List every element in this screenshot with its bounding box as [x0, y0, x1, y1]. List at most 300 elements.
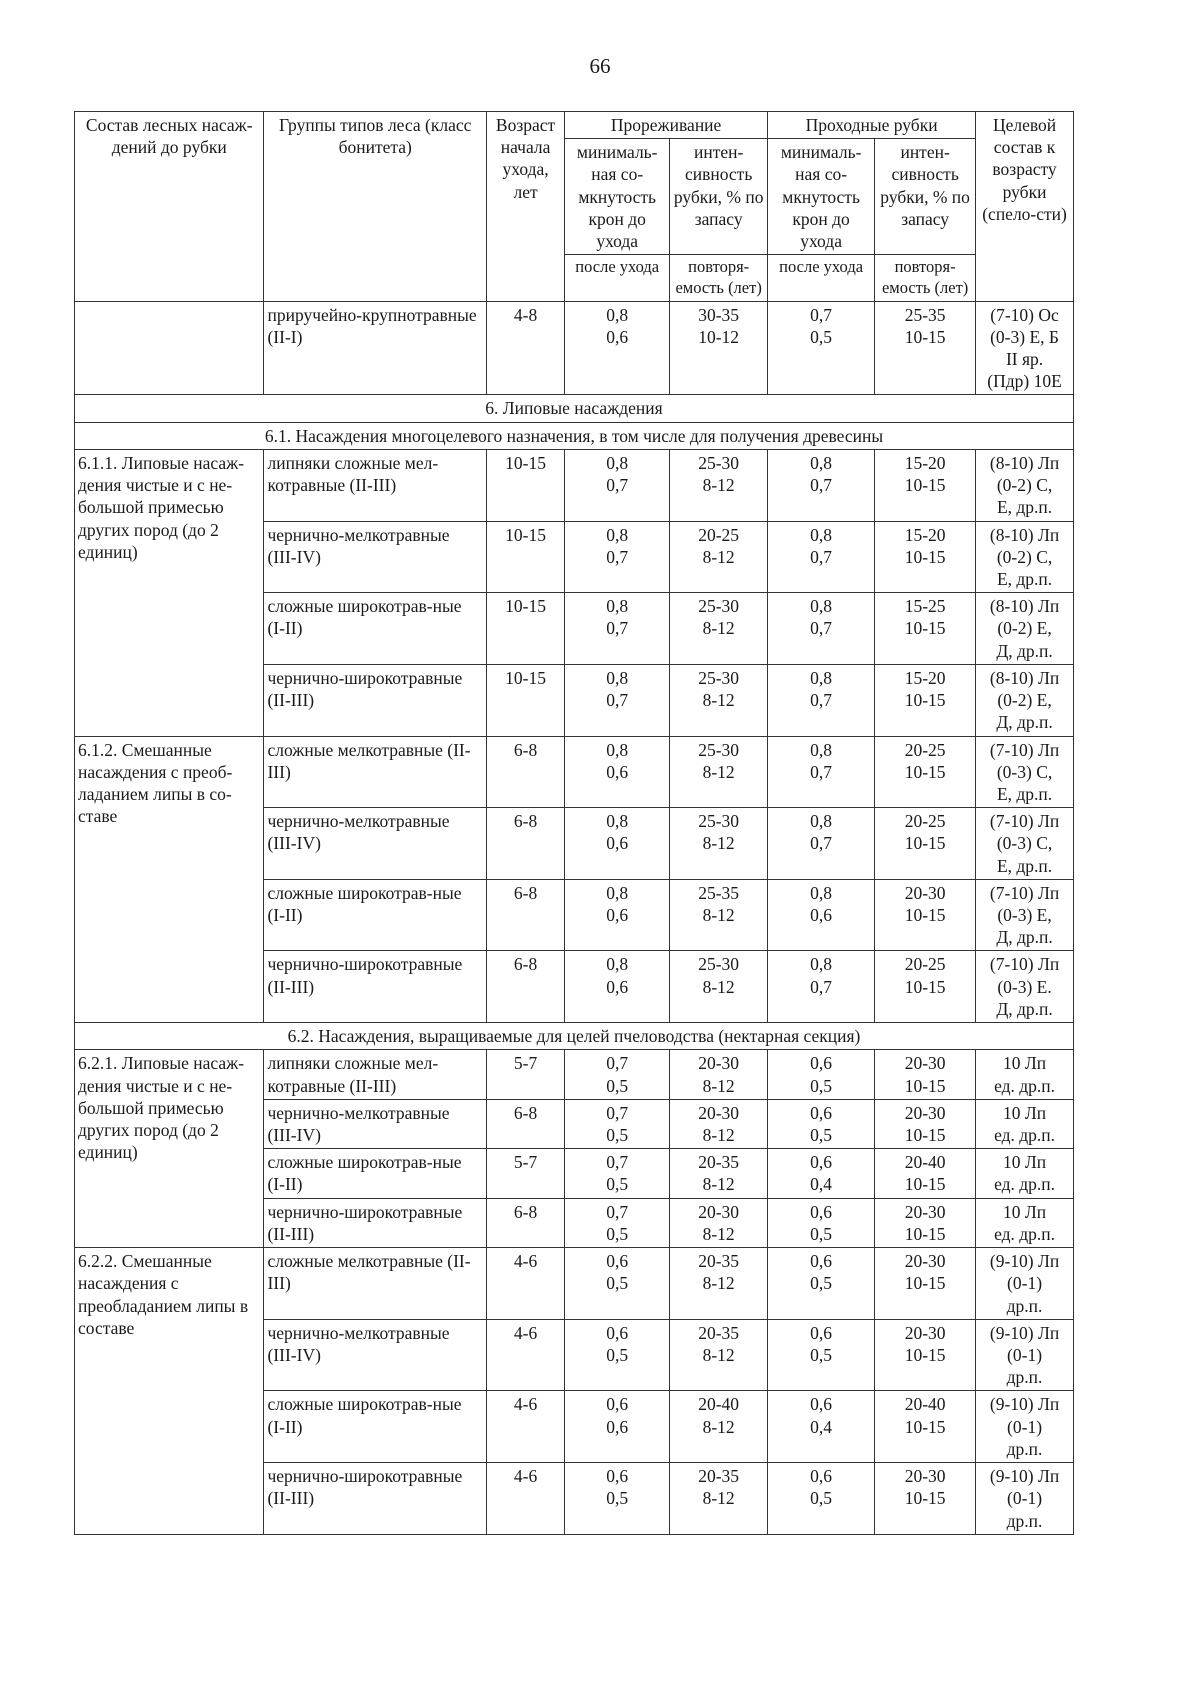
cell-line: 20-25: [904, 954, 946, 975]
cell-line: (7-10) Лп: [989, 954, 1060, 975]
cell-line: 0,8: [606, 739, 629, 760]
cell-line: 0,5: [606, 1174, 629, 1195]
thin-intensity-cell: [670, 449, 768, 521]
table-row: [75, 301, 1074, 395]
cell-line: (0-3) С,: [996, 761, 1053, 782]
header-thin-min-density: минималь-ная со-мкнутость крон до ухода: [565, 139, 670, 255]
pass-density-cell: [768, 1248, 875, 1320]
cell-line: 20-25: [904, 811, 946, 832]
cell-line: др.п.: [1006, 1510, 1043, 1531]
cell-line: др.п.: [1006, 1367, 1043, 1388]
cell-line: 10-15: [904, 1416, 946, 1437]
cell-line: 15-20: [904, 452, 946, 473]
cell-line: 0,8: [606, 667, 629, 688]
cell-line: 0,4: [810, 1416, 833, 1437]
forest-group-cell: приручейно-крупнотравные (II-I): [264, 301, 486, 395]
cell-line: 0,7: [810, 475, 833, 496]
age-cell: 4-8: [486, 301, 564, 395]
cell-line: 8-12: [702, 1075, 735, 1096]
forest-group-cell: чернично-широкотравные (II-III): [264, 1198, 486, 1247]
cell-line: (0-1): [1007, 1488, 1043, 1509]
header-forest-groups: Группы типов леса (класс бонитета): [264, 112, 486, 302]
cell-line: 0,8: [606, 954, 629, 975]
thin-density-cell: [565, 593, 670, 665]
pass-intensity-cell: [875, 1248, 976, 1320]
cell-line: 20-30: [904, 1102, 946, 1123]
target-cell: [976, 951, 1074, 1023]
cell-line: 20-35: [698, 1466, 740, 1487]
cell-line: 0,8: [810, 739, 833, 760]
cell-line: 10-15: [904, 761, 946, 782]
cell-line: 0,7: [606, 475, 629, 496]
cell-line: 10-15: [904, 1344, 946, 1365]
pass-intensity-cell: [875, 879, 976, 951]
pass-intensity-cell: [875, 1463, 976, 1535]
target-cell: [976, 593, 1074, 665]
cell-line: 20-40: [904, 1152, 946, 1173]
cell-line: 0,6: [606, 1466, 629, 1487]
age-cell: 6-8: [486, 1099, 564, 1148]
header-pass-repeat: повторя-емость (лет): [875, 255, 976, 301]
thin-density-cell: [565, 521, 670, 593]
cell-line: 0,5: [810, 1344, 833, 1365]
cell-line: Е, др.п.: [996, 783, 1053, 804]
age-cell: 6-8: [486, 808, 564, 880]
composition-cell: 6.1.2. Смешанные насаждения с преоб-ладанием липы в со-ставе: [75, 736, 264, 1023]
pass-density-cell: [768, 736, 875, 808]
thin-intensity-cell: [670, 1319, 768, 1391]
cell-line: 10-15: [904, 1488, 946, 1509]
thin-intensity-cell: [670, 1391, 768, 1463]
cell-line: 10-15: [904, 1125, 946, 1145]
cell-line: 10-15: [904, 833, 946, 854]
cell-line: 0,6: [810, 1466, 833, 1487]
cell-line: Е, др.п.: [996, 855, 1053, 876]
cell-line: 0,5: [810, 1075, 833, 1096]
target-cell: [976, 664, 1074, 736]
cell-line: 0,8: [810, 954, 833, 975]
pass-density-cell: [768, 808, 875, 880]
thin-density-cell: [565, 879, 670, 951]
cell-line: 0,5: [606, 1125, 629, 1145]
cell-line: 25-35: [698, 882, 740, 903]
cell-line: 0,6: [606, 1322, 629, 1343]
cell-line: Д, др.п.: [996, 927, 1053, 948]
cell-line: Е, др.п.: [996, 568, 1053, 589]
pass-intensity-cell: [875, 1149, 976, 1198]
cell-line: 0,7: [606, 1201, 629, 1222]
cell-line: 8-12: [702, 905, 735, 926]
target-cell: [976, 1198, 1074, 1247]
pass-intensity-cell: [875, 1319, 976, 1391]
cell-line: 0,7: [810, 618, 833, 639]
forest-group-cell: сложные мелкотравные (II-III): [264, 736, 486, 808]
cell-line: 0,5: [606, 1223, 629, 1244]
forest-group-cell: сложные мелкотравные (II-III): [264, 1248, 486, 1320]
cell-line: 10-15: [904, 905, 946, 926]
cell-line: ед. др.п.: [994, 1174, 1056, 1195]
cell-line: 0,7: [606, 1053, 629, 1074]
cell-line: 0,8: [606, 882, 629, 903]
cell-line: 20-25: [904, 739, 946, 760]
target-cell: [976, 1319, 1074, 1391]
thin-intensity-cell: [670, 951, 768, 1023]
pass-intensity-cell: [875, 1099, 976, 1148]
age-cell: 5-7: [486, 1050, 564, 1099]
header-thin-intensity: интен-сивность рубки, % по запасу: [670, 139, 768, 255]
target-cell: [976, 1463, 1074, 1535]
forest-group-cell: липняки сложные мел-котравные (II-III): [264, 449, 486, 521]
thin-density-cell: [565, 1099, 670, 1148]
cell-line: 0,6: [606, 905, 629, 926]
age-cell: 4-6: [486, 1391, 564, 1463]
pass-intensity-cell: [875, 1050, 976, 1099]
cell-line: 8-12: [702, 1344, 735, 1365]
cell-line: 20-30: [904, 1322, 946, 1343]
cell-line: (7-10) Лп: [989, 882, 1060, 903]
target-cell: (7-10) Ос (0-3) Е, Б II яр. (Пдр) 10Е: [976, 301, 1074, 395]
pass-density-cell: [768, 879, 875, 951]
thin-intensity-cell: [670, 1463, 768, 1535]
cell-line: 10-15: [904, 1273, 946, 1294]
table-row: [75, 1050, 1074, 1099]
forest-group-cell: сложные широкотрав-ные (I-II): [264, 1391, 486, 1463]
forest-group-cell: чернично-мелкотравные (III-IV): [264, 1099, 486, 1148]
cell-line: 0,5: [810, 1223, 833, 1244]
thin-density-cell: [565, 808, 670, 880]
thin-density-cell: [565, 449, 670, 521]
cell-line: 20-35: [698, 1322, 740, 1343]
cell-line: (0-1): [1007, 1416, 1043, 1437]
cell-line: 0,5: [810, 1488, 833, 1509]
cell-line: 25-30: [698, 452, 740, 473]
cell-line: ед. др.п.: [994, 1223, 1056, 1244]
pass-density-cell: [768, 593, 875, 665]
pass-intensity-cell: [875, 593, 976, 665]
age-cell: 4-6: [486, 1319, 564, 1391]
cell-line: 0,8: [810, 596, 833, 617]
composition-cell: [75, 301, 264, 395]
cell-line: ед. др.п.: [994, 1125, 1056, 1145]
header-pass-min-density: минималь-ная со-мкнутость крон до ухода: [768, 139, 875, 255]
thin-density-cell: [565, 1149, 670, 1198]
target-cell: [976, 1149, 1074, 1198]
forest-group-cell: чернично-мелкотравные (III-IV): [264, 521, 486, 593]
forest-group-cell: чернично-мелкотравные (III-IV): [264, 808, 486, 880]
cell-line: Д, др.п.: [996, 640, 1053, 661]
cell-line: 0,8: [606, 811, 629, 832]
cell-line: 8-12: [702, 1174, 735, 1195]
thin-density-cell: [565, 1248, 670, 1320]
cell-line: (7-10) Лп: [989, 811, 1060, 832]
cell-line: (8-10) Лп: [989, 452, 1060, 473]
age-cell: 10-15: [486, 521, 564, 593]
cell-line: 0,7: [606, 1152, 629, 1173]
pass-intensity-cell: [875, 808, 976, 880]
thin-intensity-cell: [670, 879, 768, 951]
composition-cell: 6.2.1. Липовые насаж-дения чистые и с не-большой примесью других пород (до 2 единиц): [75, 1050, 264, 1248]
cell-line: 0,7: [606, 1102, 629, 1123]
forest-group-cell: сложные широкотрав-ные (I-II): [264, 879, 486, 951]
age-cell: 4-6: [486, 1248, 564, 1320]
forest-group-cell: чернично-широкотравные (II-III): [264, 951, 486, 1023]
forest-group-cell: сложные широкотрав-ные (I-II): [264, 1149, 486, 1198]
cell-line: 0,7: [606, 690, 629, 711]
cell-line: 10 Лп: [1002, 1152, 1047, 1173]
age-cell: 10-15: [486, 664, 564, 736]
forest-group-cell: чернично-мелкотравные (III-IV): [264, 1319, 486, 1391]
composition-cell: 6.2.2. Смешанные насаждения с преобладанием липы в составе: [75, 1248, 264, 1535]
cell-line: (0-2) С,: [996, 475, 1053, 496]
thin-density-cell: 0,8 0,6: [565, 301, 670, 395]
pass-intensity-cell: [875, 736, 976, 808]
cell-line: 10-15: [904, 976, 946, 997]
cell-line: 15-20: [904, 667, 946, 688]
cell-line: 0,8: [810, 667, 833, 688]
cell-line: 0,6: [606, 761, 629, 782]
cell-line: Д, др.п.: [996, 998, 1053, 1019]
age-cell: 6-8: [486, 951, 564, 1023]
forest-group-cell: липняки сложные мел-котравные (II-III): [264, 1050, 486, 1099]
cell-line: 8-12: [702, 1416, 735, 1437]
header-thinning: Прореживание: [565, 112, 768, 139]
pass-density-cell: [768, 1391, 875, 1463]
thin-density-cell: [565, 736, 670, 808]
thin-density-cell: [565, 1463, 670, 1535]
age-cell: 6-8: [486, 879, 564, 951]
cell-line: 0,6: [810, 1152, 833, 1173]
cell-line: 0,6: [810, 1053, 833, 1074]
cell-line: 20-30: [904, 1466, 946, 1487]
cell-line: 25-30: [698, 954, 740, 975]
cell-line: 15-25: [904, 596, 946, 617]
cell-line: 0,5: [810, 1125, 833, 1145]
pass-intensity-cell: [875, 521, 976, 593]
cell-line: 0,8: [606, 596, 629, 617]
cell-line: 10-15: [904, 1223, 946, 1244]
cell-line: др.п.: [1006, 1438, 1043, 1459]
cell-line: 8-12: [702, 976, 735, 997]
cell-line: 10-15: [904, 1174, 946, 1195]
header-pass-intensity: интен-сивность рубки, % по запасу: [875, 139, 976, 255]
cell-line: 0,8: [810, 811, 833, 832]
forest-care-table: [74, 111, 1074, 1535]
cell-line: 20-25: [698, 524, 740, 545]
cell-line: 8-12: [702, 690, 735, 711]
cell-line: 20-30: [904, 1201, 946, 1222]
cell-line: 10 Лп: [1002, 1102, 1047, 1123]
thin-density-cell: [565, 1391, 670, 1463]
cell-line: 0,6: [606, 1394, 629, 1415]
cell-line: (0-2) Е,: [997, 690, 1052, 711]
cell-line: 10-15: [904, 475, 946, 496]
section-heading-6: 6. Липовые насаждения: [75, 395, 1074, 422]
age-cell: 6-8: [486, 736, 564, 808]
cell-line: Д, др.п.: [996, 712, 1053, 733]
cell-line: 15-20: [904, 524, 946, 545]
cell-line: 10-15: [904, 618, 946, 639]
cell-line: 20-30: [698, 1102, 740, 1123]
header-pass-after-care: после ухода: [768, 255, 875, 301]
cell-line: (0-3) С,: [996, 833, 1053, 854]
section-heading-6-2: 6.2. Насаждения, выращиваемые для целей пчеловодства (нектарная секция): [75, 1023, 1074, 1050]
pass-density-cell: [768, 951, 875, 1023]
cell-line: 8-12: [702, 761, 735, 782]
pass-density-cell: [768, 449, 875, 521]
cell-line: (0-1): [1007, 1273, 1043, 1294]
cell-line: 8-12: [702, 475, 735, 496]
header-passage-cutting: Проходные рубки: [768, 112, 976, 139]
cell-line: 0,7: [810, 546, 833, 567]
cell-line: 0,5: [606, 1344, 629, 1365]
cell-line: (9-10) Лп: [989, 1251, 1060, 1272]
cell-line: 0,6: [810, 1322, 833, 1343]
cell-line: 0,8: [810, 524, 833, 545]
thin-density-cell: [565, 951, 670, 1023]
pass-intensity-cell: [875, 951, 976, 1023]
target-cell: [976, 1248, 1074, 1320]
thin-density-cell: [565, 1319, 670, 1391]
forest-group-cell: чернично-широкотравные (II-III): [264, 664, 486, 736]
cell-line: 0,8: [810, 882, 833, 903]
cell-line: (0-3) Е.: [997, 976, 1052, 997]
target-cell: [976, 1099, 1074, 1148]
cell-line: (9-10) Лп: [989, 1466, 1060, 1487]
cell-line: 0,7: [606, 618, 629, 639]
thin-intensity-cell: [670, 808, 768, 880]
cell-line: 0,7: [810, 833, 833, 854]
cell-line: (0-3) Е,: [997, 905, 1052, 926]
target-cell: [976, 449, 1074, 521]
cell-line: 0,5: [810, 1273, 833, 1294]
pass-density-cell: [768, 1463, 875, 1535]
cell-line: 0,6: [810, 1201, 833, 1222]
cell-line: 0,5: [606, 1488, 629, 1509]
cell-line: ед. др.п.: [994, 1075, 1056, 1096]
cell-line: 8-12: [702, 1488, 735, 1509]
thin-intensity-cell: 30-35 10-12: [670, 301, 768, 395]
target-cell: [976, 808, 1074, 880]
cell-line: 8-12: [702, 833, 735, 854]
age-cell: 4-6: [486, 1463, 564, 1535]
cell-line: 0,5: [606, 1273, 629, 1294]
cell-line: др.п.: [1006, 1295, 1043, 1316]
pass-intensity-cell: 25-35 10-15: [875, 301, 976, 395]
pass-density-cell: [768, 1149, 875, 1198]
cell-line: 0,8: [810, 452, 833, 473]
cell-line: 0,6: [606, 1416, 629, 1437]
cell-line: 0,6: [606, 833, 629, 854]
cell-line: 0,7: [810, 761, 833, 782]
cell-line: 0,7: [810, 976, 833, 997]
cell-line: 0,7: [810, 690, 833, 711]
thin-intensity-cell: [670, 736, 768, 808]
cell-line: (7-10) Лп: [989, 739, 1060, 760]
pass-density-cell: [768, 1050, 875, 1099]
pass-intensity-cell: [875, 449, 976, 521]
thin-intensity-cell: [670, 1149, 768, 1198]
cell-line: 0,8: [606, 452, 629, 473]
composition-cell: 6.1.1. Липовые насаж-дения чистые и с не-большой примесью других пород (до 2 единиц): [75, 449, 264, 736]
header-composition: Состав лесных насаж-дений до рубки: [75, 112, 264, 302]
cell-line: 20-30: [904, 1251, 946, 1272]
cell-line: 8-12: [702, 1223, 735, 1244]
cell-line: 10 Лп: [1002, 1201, 1047, 1222]
pass-density-cell: [768, 1319, 875, 1391]
cell-line: (0-1): [1007, 1344, 1043, 1365]
age-cell: 5-7: [486, 1149, 564, 1198]
cell-line: 20-30: [904, 1053, 946, 1074]
cell-line: 0,6: [606, 976, 629, 997]
section-heading-6-1: 6.1. Насаждения многоцелевого назначения, в том числе для получения древесины: [75, 422, 1074, 449]
thin-density-cell: [565, 1050, 670, 1099]
thin-intensity-cell: [670, 1248, 768, 1320]
pass-density-cell: [768, 1099, 875, 1148]
page-number: 66: [589, 54, 611, 78]
table-row: [75, 449, 1074, 521]
thin-intensity-cell: [670, 521, 768, 593]
forest-group-cell: сложные широкотрав-ные (I-II): [264, 593, 486, 665]
cell-line: (8-10) Лп: [989, 596, 1060, 617]
age-cell: 10-15: [486, 593, 564, 665]
cell-line: (8-10) Лп: [989, 667, 1060, 688]
cell-line: (9-10) Лп: [989, 1394, 1060, 1415]
cell-line: 20-35: [698, 1251, 740, 1272]
forest-group-cell: чернично-широкотравные (II-III): [264, 1463, 486, 1535]
pass-density-cell: [768, 664, 875, 736]
header-thin-repeat: повторя-емость (лет): [670, 255, 768, 301]
cell-line: 20-30: [698, 1053, 740, 1074]
cell-line: 0,6: [810, 905, 833, 926]
cell-line: 0,6: [606, 1251, 629, 1272]
pass-density-cell: 0,7 0,5: [768, 301, 875, 395]
table-row: [75, 1248, 1074, 1320]
age-cell: 6-8: [486, 1198, 564, 1247]
thin-intensity-cell: [670, 664, 768, 736]
cell-line: (0-2) С,: [996, 546, 1053, 567]
header-thin-after-care: после ухода: [565, 255, 670, 301]
thin-intensity-cell: [670, 1050, 768, 1099]
pass-intensity-cell: [875, 664, 976, 736]
cell-line: 20-40: [698, 1394, 740, 1415]
cell-line: 25-30: [698, 667, 740, 688]
cell-line: 0,5: [606, 1075, 629, 1096]
target-cell: [976, 1050, 1074, 1099]
thin-intensity-cell: [670, 1198, 768, 1247]
cell-line: 0,6: [810, 1394, 833, 1415]
cell-line: 0,8: [606, 524, 629, 545]
table-row: [75, 736, 1074, 808]
cell-line: 8-12: [702, 1273, 735, 1294]
cell-line: (8-10) Лп: [989, 524, 1060, 545]
cell-line: 20-35: [698, 1152, 740, 1173]
cell-line: 20-30: [698, 1201, 740, 1222]
cell-line: 8-12: [702, 1125, 735, 1145]
cell-line: 10 Лп: [1002, 1053, 1047, 1074]
cell-line: 10-15: [904, 690, 946, 711]
cell-line: Е, др.п.: [996, 497, 1053, 518]
cell-line: 25-30: [698, 596, 740, 617]
pass-intensity-cell: [875, 1391, 976, 1463]
cell-line: 25-30: [698, 739, 740, 760]
header-start-age: Возраст начала ухода, лет: [486, 112, 564, 302]
pass-intensity-cell: [875, 1198, 976, 1247]
cell-line: 0,6: [810, 1251, 833, 1272]
pass-density-cell: [768, 1198, 875, 1247]
target-cell: [976, 879, 1074, 951]
cell-line: 20-30: [904, 882, 946, 903]
cell-line: 20-40: [904, 1394, 946, 1415]
